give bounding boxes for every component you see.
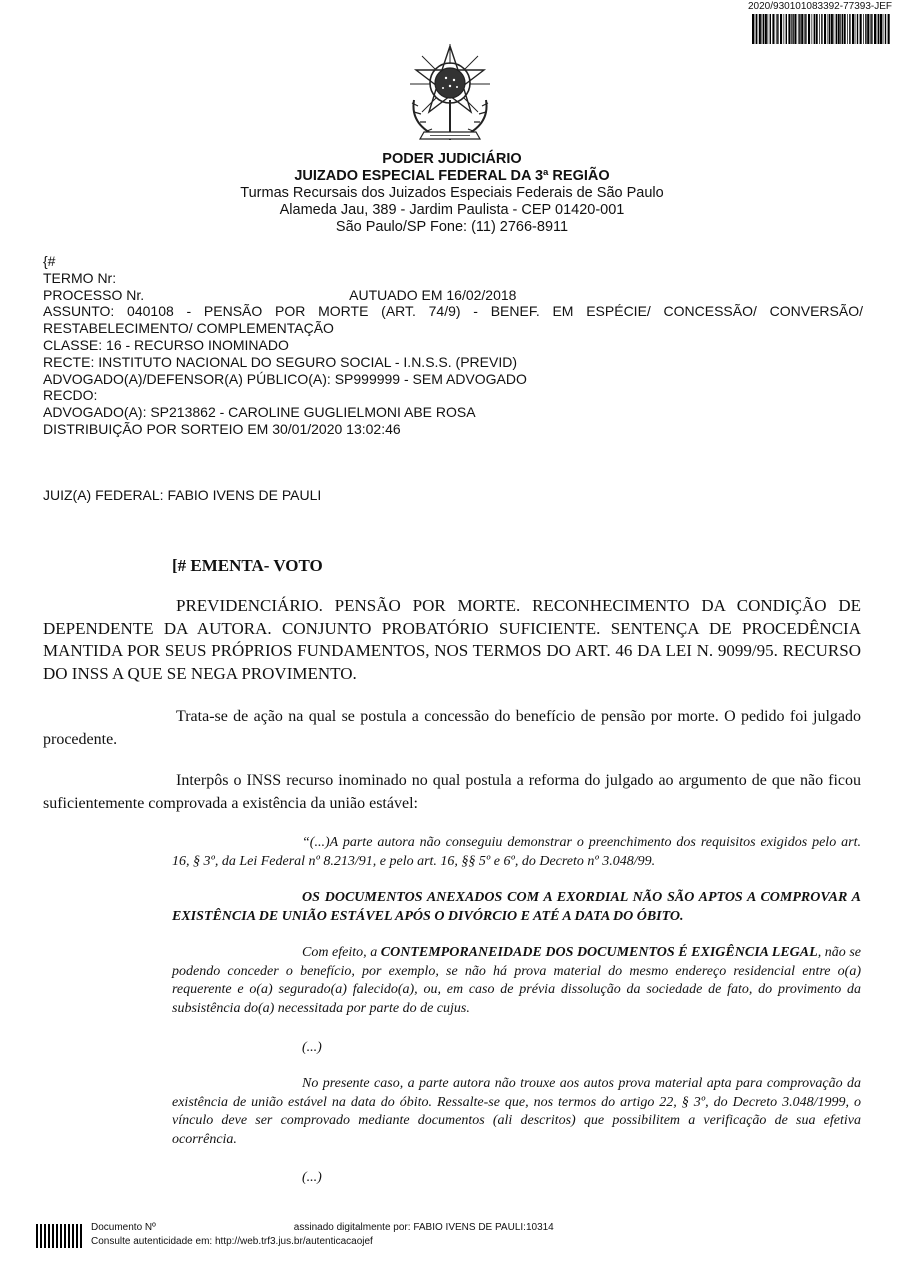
qr-code bbox=[36, 1224, 84, 1248]
assunto: ASSUNTO: 040108 - PENSÃO POR MORTE (ART. 74/9) - BENEF. EM ESPÉCIE/ CONCESSÃO/ CONVERSÃO/ RESTABELECIMENTO/ COMPLEMENTAÇÃO bbox=[43, 303, 863, 337]
quote-paragraph-4: No presente caso, a parte autora não trouxe aos autos prova material apta para comprovação da existência de união estável na data do óbito. Ressalte-se que, nos termos do artigo 22, § 3º, do Decreto 3.048/1999, o vínculo deve ser comprovado mediante documentos (ali descritos) que possibilitem a verificação de sua efetiva ocorrência. bbox=[172, 1076, 861, 1147]
footer-doc-label: Documento Nº bbox=[91, 1222, 156, 1233]
termo-number: TERMO Nr: bbox=[43, 269, 117, 286]
autuado-date: AUTUADO EM 16/02/2018 bbox=[349, 286, 517, 303]
paragraph-appeal-summary: Interpôs o INSS recurso inominado no qual postula a reforma do julgado ao argumento de que não ficou suficientemente comprovada a existência da união estável: bbox=[43, 772, 861, 812]
header-line-address: Alameda Jau, 389 - Jardim Paulista - CEP 01420-001 bbox=[279, 202, 625, 218]
header-line-phone: São Paulo/SP Fone: (11) 2766-8911 bbox=[335, 219, 569, 235]
quote-paragraph-3 bbox=[172, 944, 861, 1018]
footer-signed-by: assinado digitalmente por: FABIO IVENS DE PAULI:10314 bbox=[293, 1222, 554, 1233]
quote-ellipsis-2: (...) bbox=[302, 1170, 322, 1185]
coat-of-arms-emblem bbox=[396, 40, 504, 148]
judge-name: JUIZ(A) FEDERAL: FABIO IVENS DE PAULI bbox=[43, 487, 322, 503]
recorrente: RECTE: INSTITUTO NACIONAL DO SEGURO SOCIAL - I.N.S.S. (PREVID) bbox=[43, 353, 517, 370]
quote-paragraph-2: OS DOCUMENTOS ANEXADOS COM A EXORDIAL NÃO SÃO APTOS A COMPROVAR A EXISTÊNCIA DE UNIÃO ESTÁVEL APÓS O DIVÓRCIO E ATÉ A DATA DO ÓBITO. bbox=[172, 890, 861, 924]
advogado-recorrente: ADVOGADO(A)/DEFENSOR(A) PÚBLICO(A): SP999999 - SEM ADVOGADO bbox=[43, 370, 527, 387]
distribuicao: DISTRIBUIÇÃO POR SORTEIO EM 30/01/2020 13:02:46 bbox=[43, 420, 401, 437]
process-marker: {# bbox=[43, 253, 56, 269]
footer-authenticity-link[interactable]: Consulte autenticidade em: http://web.trf3.jus.br/autenticacaojef bbox=[91, 1236, 373, 1247]
recorrido: RECDO: bbox=[43, 387, 98, 404]
process-data-block bbox=[43, 253, 863, 438]
header-line-poder: PODER JUDICIÁRIO bbox=[382, 151, 522, 167]
quote-paragraph-1: “(...)A parte autora não conseguiu demonstrar o preenchimento dos requisitos exigidos pelo art. 16, § 3º, da Lei Federal nº 8.213/91, e pelo art. 16, §§ 5º e 6º, do Decreto nº 3.048/99. bbox=[172, 835, 861, 869]
document-barcode-id: 2020/930101083392-77393-JEF bbox=[747, 1, 892, 12]
classe: CLASSE: 16 - RECURSO INOMINADO bbox=[43, 336, 289, 353]
quote-3-rest: , não se podendo conceder o benefício, por exemplo, se não há prova material do mesmo endereço residencial entre o(a) requerente e o(a) segurado(a) falecido(a), ou, em caso de prévia dissolução da sociedade de fato, do provimento da subsistência do(a) necessitada por parte do de cujus. bbox=[172, 945, 861, 1016]
process-number-label: PROCESSO Nr. bbox=[43, 286, 145, 303]
quote-3-intro: Com efeito, a bbox=[302, 945, 381, 960]
quote-ellipsis-1: (...) bbox=[302, 1040, 322, 1055]
header-line-turmas: Turmas Recursais dos Juizados Especiais Federais de São Paulo bbox=[240, 185, 664, 201]
advogado-recorrido: ADVOGADO(A): SP213862 - CAROLINE GUGLIELMONI ABE ROSA bbox=[43, 404, 476, 421]
footer-signature-line bbox=[91, 1222, 554, 1233]
header-line-juizado: JUIZADO ESPECIAL FEDERAL DA 3ª REGIÃO bbox=[294, 168, 610, 184]
process-number-row bbox=[43, 287, 863, 304]
ementa-title: [# EMENTA- VOTO bbox=[172, 556, 323, 575]
barcode-image bbox=[752, 14, 892, 44]
ementa-body: PREVIDENCIÁRIO. PENSÃO POR MORTE. RECONHECIMENTO DA CONDIÇÃO DE DEPENDENTE DA AUTORA. CONJUNTO PROBATÓRIO SUFICIENTE. SENTENÇA DE PROCEDÊNCIA MANTIDA POR SEUS PRÓPRIOS FUNDAMENTOS, NOS TERMOS DO ART. 46 DA LEI N. 9099/95. RECURSO DO INSS A QUE SE NEGA PROVIMENTO. bbox=[43, 596, 861, 683]
quote-3-emphasis: CONTEMPORANEIDADE DOS DOCUMENTOS É EXIGÊNCIA LEGAL bbox=[380, 945, 818, 960]
paragraph-action-summary: Trata-se de ação na qual se postula a concessão do benefício de pensão por morte. O pedido foi julgado procedente. bbox=[43, 708, 861, 748]
